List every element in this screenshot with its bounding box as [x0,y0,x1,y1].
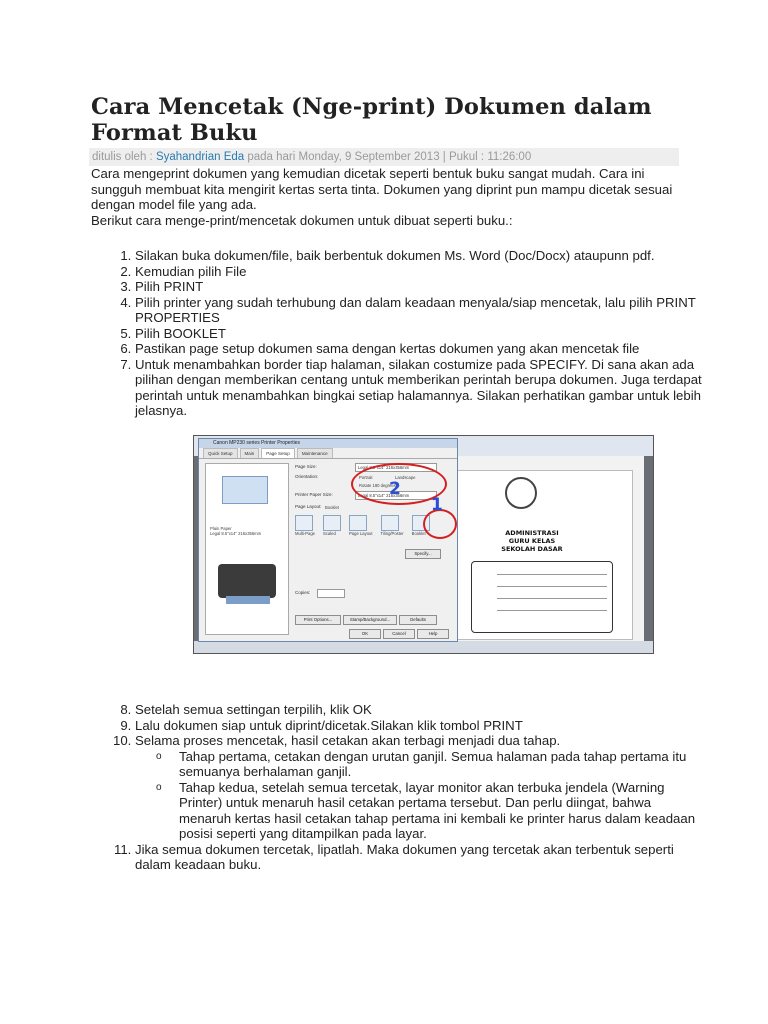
list-item-text: Selama proses mencetak, hasil cetakan akan terbagi menjadi dua tahap. [135,733,561,748]
layout-option-label: Booklet [411,531,426,536]
list-item: 2. Kemudian pilih File [135,264,705,280]
layout-preview [205,463,289,635]
document-sheet [456,470,633,640]
tab-quick-setup[interactable]: Quick Setup [203,448,238,458]
ok-button[interactable]: OK [349,629,381,639]
doc-heading-line: GURU KELAS [508,537,556,545]
printer-properties-dialog [198,438,458,642]
sub-list-item: o Tahap kedua, setelah semua tercetak, layar monitor akan terbuka jendela (Warning Printer) untuk menaruh hasil cetakan pertama tersebut. Dan perlu diingat, bahwa menaruh kertas hasil cetakan tahap pertama ini kembali ke printer harus dalam keadaan posisi seperti yang ditampilkan pada layar. [179,780,705,842]
list-item: 7. Untuk menambahkan border tiap halaman, silakan costumize pada SPECIFY. Di sana akan ada pilihan dengan memberikan centang untuk memberikan perintah berupa dokumen. Juga terdapat perintah untuk menambahkan bingkai setiap halamannya. Silakan perhatikan gambar untuk lebih jelasnya. [135,357,705,419]
intro-paragraph: Cara mengeprint dokumen yang kemudian dicetak seperti bentuk buku sangat mudah. Cara ini sungguh membuat kita mengirit kertas serta tinta. Dokumen yang diprint pun mampu dicetak sesuai dengan model file yang ada. [91,166,673,212]
annotation-number-1: 1 [431,495,443,515]
layout-option-label: Multi-Page [295,531,316,536]
list-item: 11. Jika semua dokumen tercetak, lipatlah. Maka dokumen yang tercetak akan terbentuk seperti dalam keadaan buku. [135,842,705,873]
help-button[interactable]: Help [417,629,449,639]
print-dialog-screenshot [193,435,654,654]
author-link[interactable]: Syahandrian Eda [155,151,245,163]
sub-list [135,749,705,842]
printer-icon [218,564,276,598]
tab-main[interactable]: Main [240,448,260,458]
layout-option-label: Tiling/Poster [380,531,404,536]
list-item: 4. Pilih printer yang sudah terhubung dan dalam keadaan menyala/siap mencetak, lalu pilih PRINT PROPERTIES [135,295,705,326]
portrait-option[interactable]: Portrait [359,475,373,480]
doc-line [497,610,607,611]
copies-input[interactable] [317,589,345,598]
list-item: 5. Pilih BOOKLET [135,326,705,342]
preview-page [222,476,268,504]
layout-option-label: Scaled [323,531,336,536]
page-layout-icon [349,515,367,531]
printer-paper-select[interactable]: Legal 8.5"x14" 216x356mm [355,491,437,500]
page-size-select[interactable]: Legal 8.5"x14" 216x356mm [355,463,437,472]
print-options-button[interactable]: Print Options... [295,615,341,625]
tab-page-setup[interactable]: Page Setup [261,448,295,458]
layout-option-multi-page[interactable] [295,515,315,537]
doc-line [497,574,607,575]
layout-option-page-layout[interactable] [349,515,373,537]
stamp-background-button[interactable]: Stamp/Background... [343,615,397,625]
layout-option-label: Page Layout [349,531,373,536]
cancel-button[interactable]: Cancel [383,629,415,639]
copies-label: Copies: [295,590,311,595]
status-bar [194,641,653,653]
list-item: 8. Setelah semua settingan terpilih, klik OK [135,702,705,718]
dialog-title: Canon MP230 series Printer Properties [199,439,457,448]
meta-prefix: ditulis oleh : [92,151,156,163]
layout-option-tiling[interactable] [381,515,404,537]
defaults-button[interactable]: Defaults [399,615,437,625]
dialog-tabs [199,448,457,459]
steps-list-continued [91,702,705,873]
document-preview [442,456,644,641]
document-heading [477,529,587,553]
doc-line [497,598,607,599]
list-item [135,733,705,842]
doc-line [497,586,607,587]
list-item: 3. Pilih PRINT [135,279,705,295]
lead-paragraph: Berikut cara menge-print/mencetak dokumen untuk dibuat seperti buku.: [91,213,513,228]
article-meta [89,148,679,166]
scaled-icon [323,515,341,531]
article-title: Cara Mencetak (Nge-print) Dokumen dalam Format Buku [91,94,652,146]
seal-icon [505,477,537,509]
printer-paper-label: Printer Paper Size: [295,492,333,497]
list-item: 1. Silakan buka dokumen/file, baik berbentuk dokumen Ms. Word (Doc/Docx) ataupunn pdf. [135,248,705,264]
list-item: 9. Lalu dokumen siap untuk diprint/dicetak.Silakan klik tombol PRINT [135,718,705,734]
page-layout-label: Page Layout: [295,504,322,509]
landscape-option[interactable]: Landscape [395,475,416,480]
tab-maintenance[interactable]: Maintenance [297,448,333,458]
printer-tray-icon [226,596,270,604]
multi-page-icon [295,515,313,531]
booklet-label: Booklet [325,505,339,510]
document-frame [471,561,613,633]
doc-heading-line: SEKOLAH DASAR [501,545,563,553]
page-size-label: Page Size: [295,464,317,469]
steps-list [91,248,705,419]
orientation-label: Orientation: [295,474,319,479]
layout-option-scaled[interactable] [323,515,341,537]
preview-caption: Plain Paper Legal 8.5"x14" 216x356mm [210,526,262,536]
tiling-icon [381,515,399,531]
doc-heading-line: ADMINISTRASI [505,529,559,537]
meta-date: pada hari Monday, 9 September 2013 | Pukul : 11:26:00 [244,151,532,163]
annotation-number-2: 2 [389,479,401,499]
specify-button[interactable]: Specify... [405,549,441,559]
list-item: 6. Pastikan page setup dokumen sama dengan kertas dokumen yang akan mencetak file [135,341,705,357]
rotate-checkbox[interactable]: Rotate 180 degrees [359,483,396,488]
sub-list-item: o Tahap pertama, cetakan dengan urutan ganjil. Semua halaman pada tahap pertama itu semuanya berhalaman ganjil. [179,749,705,780]
